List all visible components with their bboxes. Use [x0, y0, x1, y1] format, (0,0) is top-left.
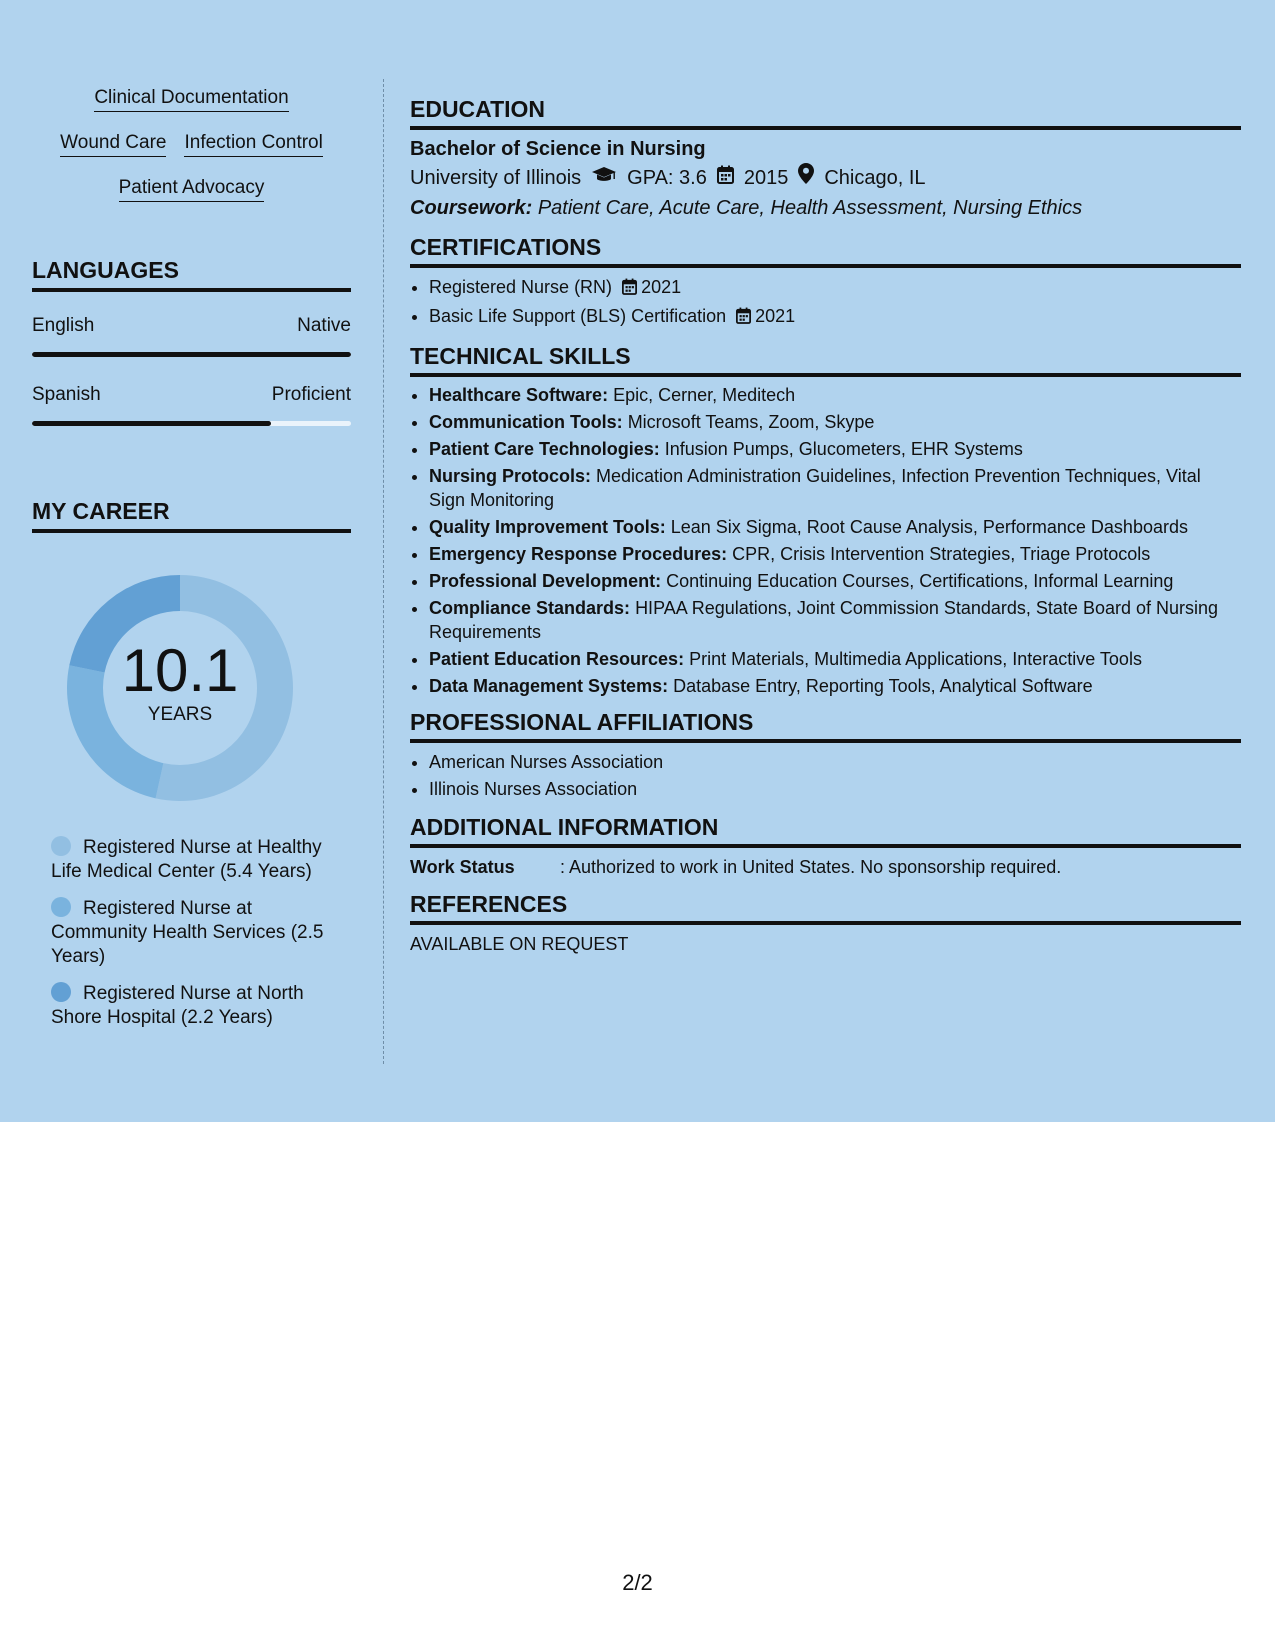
coursework-value: Patient Care, Acute Care, Health Assessment, Nursing Ethics [537, 197, 1083, 219]
career-total-unit: YEARS [147, 704, 213, 725]
affiliation-item: • American Nurses Association [429, 749, 1241, 776]
skill-value: Print Materials, Multimedia Applications, Interactive Tools [689, 649, 1142, 669]
language-level-bar [32, 421, 351, 426]
right-column [410, 95, 1241, 967]
language-level: Native [297, 315, 351, 336]
skill-value: Database Entry, Reporting Tools, Analytical Software [673, 676, 1093, 696]
skill-label: Compliance Standards: [429, 598, 631, 618]
career-total-number: 10.1 [121, 637, 239, 704]
education-heading: EDUCATION [410, 95, 1241, 130]
technical-skills-list [410, 383, 1241, 698]
certifications-section [410, 233, 1241, 332]
location-pin-icon [798, 163, 814, 193]
skill-chip: Infection Control [184, 131, 322, 157]
skill-value: Medication Administration Guidelines, Infection Prevention Techniques, Vital Sign Monitoring [429, 466, 1201, 510]
technical-skills-section [410, 342, 1241, 698]
skill-label: Professional Development: [429, 571, 662, 591]
skill-value: Microsoft Teams, Zoom, Skype [627, 412, 875, 432]
legend-dot [51, 982, 71, 1002]
skill-chips [32, 86, 351, 221]
skill-value: HIPAA Regulations, Joint Commission Standards, State Board of Nursing Requirements [429, 598, 1219, 642]
language-name: English [32, 315, 95, 336]
skill-chip: Clinical Documentation [94, 86, 288, 112]
legend-label: Registered Nurse at North Shore Hospital (2.2 Years) [51, 983, 304, 1028]
technical-skills-heading: TECHNICAL SKILLS [410, 342, 1241, 377]
career-legend [51, 836, 351, 1043]
skill-item [429, 437, 1241, 461]
language-level: Proficient [271, 384, 351, 405]
legend-label: Registered Nurse at Community Health Services (2.5 Years) [51, 898, 324, 967]
calendar-icon [717, 163, 734, 193]
certification-item [429, 274, 1241, 303]
language-item [32, 314, 351, 357]
education-coursework [410, 193, 1241, 223]
skill-value: Continuing Education Courses, Certifications, Informal Learning [666, 571, 1174, 591]
affiliation-item: • Illinois Nurses Association [429, 776, 1241, 803]
certification-name: Basic Life Support (BLS) Certification [429, 306, 727, 326]
skill-chip: Patient Advocacy [119, 176, 265, 202]
education-gpa: GPA: 3.6 [627, 167, 707, 189]
skill-value: Lean Six Sigma, Root Cause Analysis, Performance Dashboards [670, 517, 1188, 537]
references-section [410, 890, 1241, 957]
skill-value: Infusion Pumps, Glucometers, EHR Systems [664, 439, 1023, 459]
affiliations-heading: PROFESSIONAL AFFILIATIONS [410, 708, 1241, 743]
certifications-heading: CERTIFICATIONS [410, 233, 1241, 268]
skill-item [429, 515, 1241, 539]
calendar-icon [622, 276, 637, 303]
legend-dot [51, 897, 71, 917]
education-meta [410, 163, 1241, 193]
career-legend-item [51, 897, 351, 969]
skill-item [429, 383, 1241, 407]
language-item [32, 383, 351, 426]
career-total [65, 573, 295, 803]
graduation-cap-icon [591, 163, 617, 193]
skill-value: CPR, Crisis Intervention Strategies, Triage Protocols [732, 544, 1151, 564]
skill-label: Patient Care Technologies: [429, 439, 660, 459]
references-heading: REFERENCES [410, 890, 1241, 925]
affiliations-list [410, 749, 1241, 803]
skill-item [429, 464, 1241, 512]
work-status-row [410, 854, 1241, 880]
additional-info-section [410, 813, 1241, 880]
chip-row [32, 86, 351, 112]
language-level-bar [32, 352, 351, 357]
career-legend-item [51, 982, 351, 1030]
language-level-fill [32, 352, 351, 357]
additional-info-heading: ADDITIONAL INFORMATION [410, 813, 1241, 848]
education-section [410, 95, 1241, 223]
skill-item [429, 569, 1241, 593]
page-number: 2/2 [622, 1570, 653, 1595]
certification-name: Registered Nurse (RN) [429, 277, 613, 297]
skill-label: Data Management Systems: [429, 676, 669, 696]
career-heading: MY CAREER [32, 497, 351, 533]
legend-dot [51, 836, 71, 856]
column-divider [383, 79, 384, 1064]
work-status-value: : Authorized to work in United States. No sponsorship required. [560, 857, 1062, 877]
work-status-label: Work Status [410, 857, 515, 877]
legend-label: Registered Nurse at Healthy Life Medical Center (5.4 Years) [51, 837, 322, 882]
skill-chip: Wound Care [60, 131, 166, 157]
education-year: 2015 [743, 167, 789, 189]
education-location: Chicago, IL [824, 167, 926, 189]
certification-item [429, 303, 1241, 332]
skill-label: Emergency Response Procedures: [429, 544, 728, 564]
skill-value: Epic, Cerner, Meditech [613, 385, 796, 405]
education-degree: Bachelor of Science in Nursing [410, 138, 706, 160]
certification-year: 2021 [641, 277, 682, 297]
coursework-label: Coursework: [410, 197, 533, 219]
language-level-fill [32, 421, 271, 426]
skill-label: Quality Improvement Tools: [429, 517, 666, 537]
skill-label: Healthcare Software: [429, 385, 609, 405]
affiliations-section [410, 708, 1241, 803]
skill-item [429, 542, 1241, 566]
skill-label: Patient Education Resources: [429, 649, 685, 669]
skill-label: Communication Tools: [429, 412, 623, 432]
chip-row [32, 176, 351, 202]
chip-row [32, 131, 351, 157]
career-legend-item [51, 836, 351, 884]
certification-year: 2021 [755, 306, 796, 326]
skill-label: Nursing Protocols: [429, 466, 592, 486]
languages-heading: LANGUAGES [32, 256, 351, 292]
education-school: University of Illinois [410, 167, 582, 189]
skill-item [429, 596, 1241, 644]
calendar-icon [736, 305, 751, 332]
skill-item [429, 674, 1241, 698]
references-text: AVAILABLE ON REQUEST [410, 934, 629, 954]
certifications-list [410, 274, 1241, 332]
language-name: Spanish [32, 384, 101, 405]
skill-item [429, 410, 1241, 434]
skill-item [429, 647, 1241, 671]
